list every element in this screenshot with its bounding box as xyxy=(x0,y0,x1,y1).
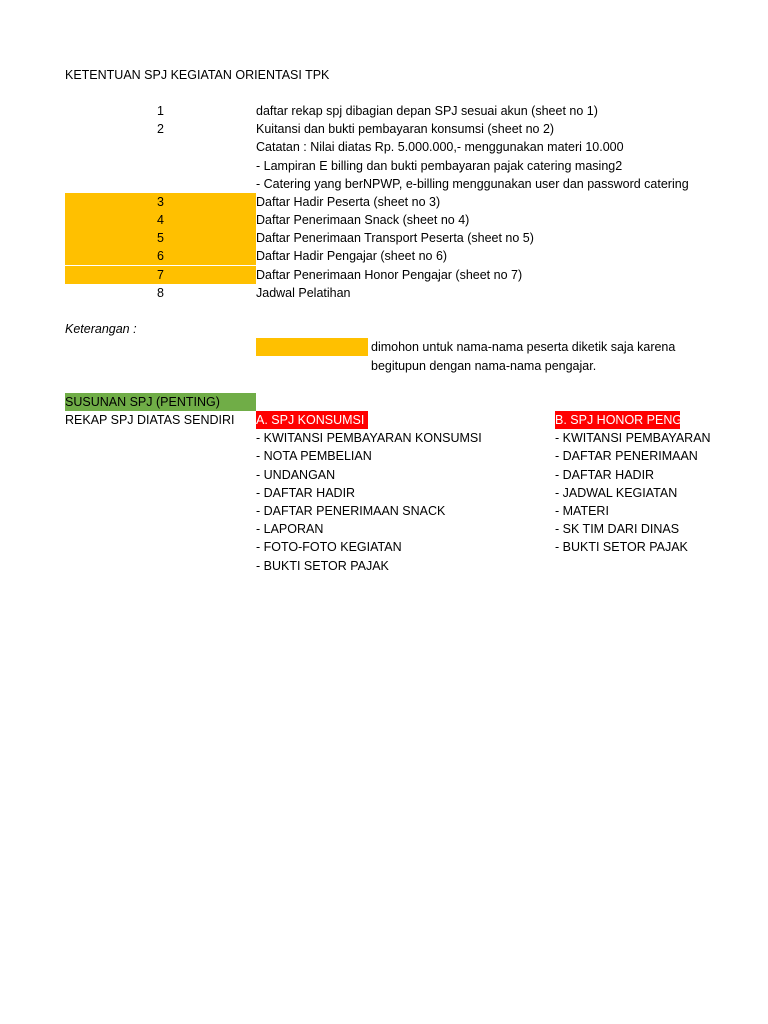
list-item: - DAFTAR PENERIMAAN SNACK xyxy=(256,504,446,518)
rule-note: - Catering yang berNPWP, e-billing menggunakan user dan password catering xyxy=(256,177,689,191)
rule-text: daftar rekap spj dibagian depan SPJ sesuai akun (sheet no 1) xyxy=(256,104,598,118)
rule-number: 4 xyxy=(65,211,256,229)
list-item: - KWITANSI PEMBAYARAN xyxy=(555,431,711,445)
list-item: - DAFTAR HADIR xyxy=(555,468,655,482)
list-item: - DAFTAR HADIR xyxy=(256,486,356,500)
list-item: - BUKTI SETOR PAJAK xyxy=(256,559,389,573)
rule-text: Daftar Hadir Peserta (sheet no 3) xyxy=(256,195,441,209)
list-item: - JADWAL KEGIATAN xyxy=(555,486,678,500)
susunan-header-label: SUSUNAN SPJ (PENTING) xyxy=(65,395,220,409)
list-item: - FOTO-FOTO KEGIATAN xyxy=(256,540,402,554)
rule-text: Daftar Penerimaan Honor Pengajar (sheet no 7) xyxy=(256,268,523,282)
keterangan-label: Keterangan : xyxy=(65,322,137,336)
rule-number: 8 xyxy=(157,286,164,300)
honor-title xyxy=(555,411,715,429)
rule-text: Daftar Penerimaan Transport Peserta (sheet no 5) xyxy=(256,231,534,245)
rule-number: 5 xyxy=(65,229,256,247)
list-item: - MATERI xyxy=(555,504,609,518)
konsumsi-title xyxy=(256,411,368,429)
list-item: - KWITANSI PEMBAYARAN KONSUMSI xyxy=(256,431,482,445)
list-item: - SK TIM DARI DINAS xyxy=(555,522,680,536)
rule-number: 7 xyxy=(65,266,256,284)
honor-title-label: B. SPJ HONOR PENGAJAR xyxy=(555,413,715,427)
rule-number: 1 xyxy=(157,104,164,118)
rule-number: 3 xyxy=(65,193,256,211)
susunan-header xyxy=(65,393,256,411)
list-item: - LAPORAN xyxy=(256,522,324,536)
list-item: - DAFTAR PENERIMAAN xyxy=(555,449,698,463)
rekap-label: REKAP SPJ DIATAS SENDIRI xyxy=(65,413,235,427)
page-title: KETENTUAN SPJ KEGIATAN ORIENTASI TPK xyxy=(65,68,330,82)
keterangan-text: begitupun dengan nama-nama pengajar. xyxy=(371,359,597,373)
rule-note: Catatan : Nilai diatas Rp. 5.000.000,- menggunakan materi 10.000 xyxy=(256,140,624,154)
rule-number: 6 xyxy=(65,247,256,265)
list-item: - BUKTI SETOR PAJAK xyxy=(555,540,688,554)
rule-number: 2 xyxy=(157,122,164,136)
list-item: - NOTA PEMBELIAN xyxy=(256,449,372,463)
rule-note: - Lampiran E billing dan bukti pembayaran pajak catering masing2 xyxy=(256,159,623,173)
rule-text: Kuitansi dan bukti pembayaran konsumsi (sheet no 2) xyxy=(256,122,555,136)
rule-text: Jadwal Pelatihan xyxy=(256,286,351,300)
keterangan-text: dimohon untuk nama-nama peserta diketik saja karena xyxy=(371,340,676,354)
rule-text: Daftar Hadir Pengajar (sheet no 6) xyxy=(256,249,448,263)
konsumsi-title-label: A. SPJ KONSUMSI xyxy=(256,413,365,427)
yellow-swatch xyxy=(256,338,368,356)
rule-text: Daftar Penerimaan Snack (sheet no 4) xyxy=(256,213,470,227)
list-item: - UNDANGAN xyxy=(256,468,336,482)
